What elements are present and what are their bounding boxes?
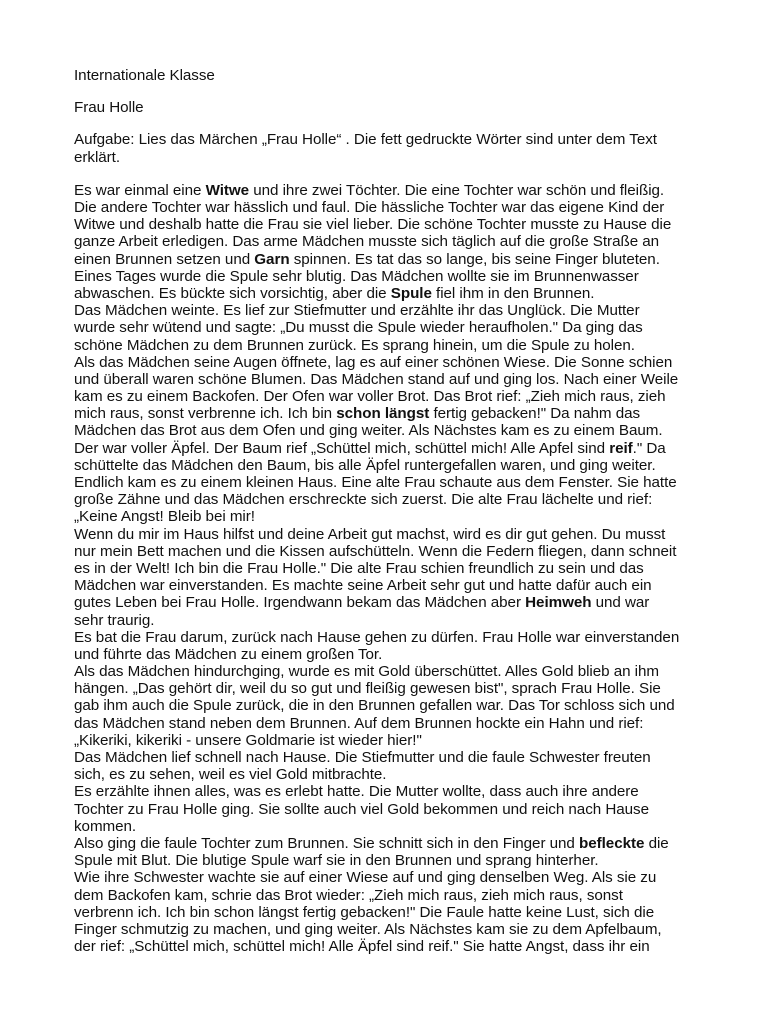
story-line: dem Backofen kam, schrie das Brot wieder: „Zieh mich raus, zieh mich raus, sonst <box>74 886 623 904</box>
story-line: verbrenn ich. Ich bin schon längst fertig gebacken!" Die Faule hatte keine Lust, sich die <box>74 903 655 921</box>
story-line: Es war einmal eine Witwe und ihre zwei Töchter. Die eine Tochter war schön und fleißig. <box>74 181 665 199</box>
story-line: wurde sehr wütend und sagte: „Du musst die Spule wieder heraufholen." Da ging das <box>74 319 643 337</box>
story-line: Wie ihre Schwester wachte sie auf einer Wiese auf und ging denselben Weg. Als sie zu <box>74 869 657 887</box>
story-line: hängen. „Das gehört dir, weil du so gut und fleißig gewesen bist", sprach Frau Holle. Sie <box>74 680 661 698</box>
story-line: Als das Mädchen hindurchging, wurde es mit Gold überschüttet. Alles Gold blieb an ihm <box>74 663 660 681</box>
story-line: abwaschen. Es bückte sich vorsichtig, aber die Spule fiel ihm in den Brunnen. <box>74 284 595 302</box>
story-line: kommen. <box>74 817 137 835</box>
story-line: Das Mädchen lief schnell nach Hause. Die Stiefmutter und die faule Schwester freuten <box>74 749 651 766</box>
story-line: Die andere Tochter war hässlich und faul. Die hässliche Tochter war das eigene Kind der <box>74 199 665 216</box>
task-instruction: Aufgabe: Lies das Märchen „Frau Holle“ . Die fett gedruckte Wörter sind unter dem Text erklärt. <box>74 131 657 166</box>
class-label: Internationale Klasse <box>74 67 215 84</box>
story-line: „Kikeriki, kikeriki - unsere Goldmarie ist wieder hier!" <box>74 731 422 749</box>
glossary-keyword: Heimweh <box>525 594 592 612</box>
story-line: Endlich kam es zu einem kleinen Haus. Eine alte Frau schaute aus dem Fenster. Sie hatte <box>74 474 677 491</box>
story-line: und überall waren schöne Blumen. Das Mädchen stand auf und ging los. Nach einer Weile <box>74 370 679 388</box>
story-line: ganze Arbeit erledigen. Das arme Mädchen musste sich täglich auf die große Straße an <box>74 233 660 251</box>
story-line: und führte das Mädchen zu einem großen Tor. <box>74 645 383 663</box>
story-line: Der war voller Äpfel. Der Baum rief „Schüttel mich, schüttel mich! Alle Apfel sind reif." Da <box>74 439 666 457</box>
story-line: nur mein Bett machen und die Kissen aufschütteln. Wenn die Federn fliegen, dann schneit <box>74 542 677 560</box>
story-line: Also ging die faule Tochter zum Brunnen. Sie schnitt sich in den Finger und befleckte die <box>74 834 669 852</box>
story-line: Spule mit Blut. Die blutige Spule warf sie in den Brunnen und sprang hinterher. <box>74 852 599 870</box>
glossary-keyword: reif <box>609 439 633 457</box>
glossary-keyword: befleckte <box>579 834 645 852</box>
story-line: es in der Welt! Ich bin die Frau Holle." Die alte Frau schien freundlich zu sein und das <box>74 559 644 577</box>
story-line: „Keine Angst! Bleib bei mir! <box>74 508 255 526</box>
story-line: Witwe und deshalb hatte die Frau sie viel lieber. Die schöne Tochter musste zu Hause die <box>74 216 672 234</box>
story-line: Als das Mädchen seine Augen öffnete, lag es auf einer schönen Wiese. Die Sonne schien <box>74 353 673 371</box>
story-line: große Zähne und das Mädchen erschreckte sich zuerst. Die alte Frau lächelte und rief: <box>74 491 653 509</box>
story-line: Eines Tages wurde die Spule sehr blutig. Das Mädchen wollte sie im Brunnenwasser <box>74 267 639 285</box>
story-line: Wenn du mir im Haus hilfst und deine Arbeit gut machst, wird es dir gut gehen. Du musst <box>74 525 666 543</box>
story-line: Mädchen das Brot aus dem Ofen und ging weiter. Als Nächstes kam es zu einem Baum. <box>74 422 663 440</box>
story-line: einen Brunnen setzen und Garn spinnen. Es tat das so lange, bis seine Finger bluteten. <box>74 250 660 268</box>
story-line: Finger schmutzig zu machen, und ging weiter. Als Nächstes kam sie zu dem Apfelbaum, <box>74 920 662 938</box>
story-text <box>74 182 714 955</box>
story-line: kam es zu einem Backofen. Der Ofen war voller Brot. Das Brot rief: „Zieh mich raus, zieh <box>74 388 666 406</box>
story-line: schüttelte das Mädchen den Baum, bis alle Äpfel runtergefallen waren, und ging weiter. <box>74 456 656 474</box>
story-line: sich, es zu sehen, weil es viel Gold mitbrachte. <box>74 766 387 784</box>
story-line: Das Mädchen weinte. Es lief zur Stiefmutter und erzählte ihr das Unglück. Die Mutter <box>74 302 640 320</box>
document-title: Frau Holle <box>74 99 144 117</box>
story-line: schöne Mädchen zu dem Brunnen zurück. Es sprang hinein, um die Spule zu holen. <box>74 336 635 354</box>
story-line: sehr traurig. <box>74 611 155 629</box>
glossary-keyword: schon längst <box>336 405 430 423</box>
document-page <box>74 67 714 955</box>
story-line: gutes Leben bei Frau Holle. Irgendwann bekam das Mädchen aber Heimweh und war <box>74 594 650 612</box>
glossary-keyword: Witwe <box>205 181 250 199</box>
story-line: Mädchen war einverstanden. Es machte seine Arbeit sehr gut und hatte dafür auch ein <box>74 577 652 595</box>
story-line: Es erzählte ihnen alles, was es erlebt hatte. Die Mutter wollte, dass auch ihre andere <box>74 783 639 801</box>
glossary-keyword: Spule <box>390 284 432 302</box>
story-line: Es bat die Frau darum, zurück nach Hause gehen zu dürfen. Frau Holle war einverstanden <box>74 628 680 646</box>
glossary-keyword: Garn <box>254 250 290 268</box>
story-line: das Mädchen stand neben dem Brunnen. Auf dem Brunnen hockte ein Hahn und rief: <box>74 714 644 732</box>
story-line: der rief: „Schüttel mich, schüttel mich! Alle Äpfel sind reif." Sie hatte Angst, dass ihr ein <box>74 938 650 956</box>
story-line: gab ihm auch die Spule zurück, die in den Brunnen gefallen war. Das Tor schloss sich und <box>74 697 675 715</box>
story-line: mich raus, sonst verbrenne ich. Ich bin schon längst fertig gebacken!" Da nahm das <box>74 405 641 423</box>
story-line: Tochter zu Frau Holle ging. Sie sollte auch viel Gold bekommen und reich nach Hause <box>74 800 649 818</box>
